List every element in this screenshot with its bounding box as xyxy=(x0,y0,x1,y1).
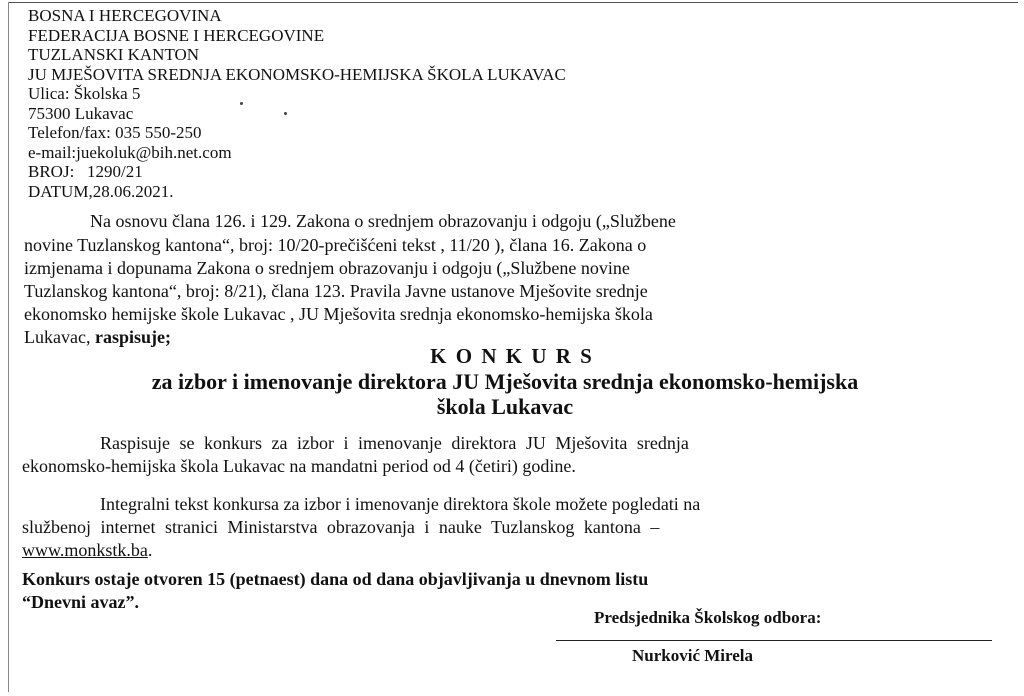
body-line: službenoj internet stranici Ministarstva obrazovanja i nauke Tuzlanskog kantona – xyxy=(22,517,660,537)
konkurs-title: K O N K U R S xyxy=(430,344,594,368)
letterhead xyxy=(28,6,566,201)
signature-name: Nurković Mirela xyxy=(632,646,754,665)
ministry-link[interactable]: www.monkstk.ba xyxy=(22,540,148,560)
speck-mark xyxy=(240,102,243,105)
konkurs-subtitle: za izbor i imenovanje direktora JU Mješovita srednja ekonomsko-hemijska xyxy=(151,369,859,394)
header-phone: Telefon/fax: 035 550-250 xyxy=(28,123,202,142)
intro-line: izmjenama i dopunama Zakona o srednjem obrazovanju i odgoju („Službene novine xyxy=(24,258,630,278)
intro-line: Na osnovu člana 126. i 129. Zakona o srednjem obrazovanju i odgoju („Službene xyxy=(90,211,676,231)
intro-raspisuje: raspisuje; xyxy=(94,327,171,347)
header-canton: TUZLANSKI KANTON xyxy=(28,45,200,64)
deadline-line: Konkurs ostaje otvoren 15 (petnaest) dana od dana objavljivanja u dnevnom listu xyxy=(22,569,649,589)
deadline-line: “Dnevni avaz”. xyxy=(22,592,139,612)
konkurs-subtitle: škola Lukavac xyxy=(436,394,574,419)
page-border-top xyxy=(8,2,1018,3)
header-date: DATUM,28.06.2021. xyxy=(28,181,174,201)
body-line: Integralni tekst konkursa za izbor i imenovanje direktora škole možete pogledati na xyxy=(100,494,701,514)
signature-line xyxy=(556,640,992,641)
speck-mark xyxy=(284,112,287,115)
intro-line: ekonomsko hemijske škole Lukavac , JU Mješovita srednja ekonomsko-hemijska škola xyxy=(24,304,653,324)
body-line xyxy=(22,539,152,562)
header-street: Ulica: Školska 5 xyxy=(28,84,141,103)
intro-text: Lukavac, xyxy=(24,327,95,347)
intro-line: novine Tuzlanskog kantona“, broj: 10/20-prečišćeni tekst , 11/20 ), člana 16. Zakona o xyxy=(24,235,647,255)
body-line: Raspisuje se konkurs za izbor i imenovanje direktora JU Mješovita srednja xyxy=(100,433,689,453)
body-line: ekonomsko-hemijska škola Lukavac na mandatni period od 4 (četiri) godine. xyxy=(22,456,576,476)
link-period: . xyxy=(147,540,153,560)
header-country: BOSNA I HERCEGOVINA xyxy=(28,6,222,25)
signature-title: Predsjednika Školskog odbora: xyxy=(594,608,822,627)
intro-line: Tuzlanskog kantona“, broj: 8/21), člana 123. Pravila Javne ustanove Mješovite srednje xyxy=(24,281,648,301)
header-email: e-mail:juekoluk@bih.net.com xyxy=(28,142,232,162)
header-school: JU MJEŠOVITA SREDNJA EKONOMSKO-HEMIJSKA ŠKOLA LUKAVAC xyxy=(28,64,566,84)
header-number: BROJ: 1290/21 xyxy=(28,162,143,181)
header-federation: FEDERACIJA BOSNE I HERCEGOVINE xyxy=(28,25,325,45)
header-city: 75300 Lukavac xyxy=(28,103,134,123)
